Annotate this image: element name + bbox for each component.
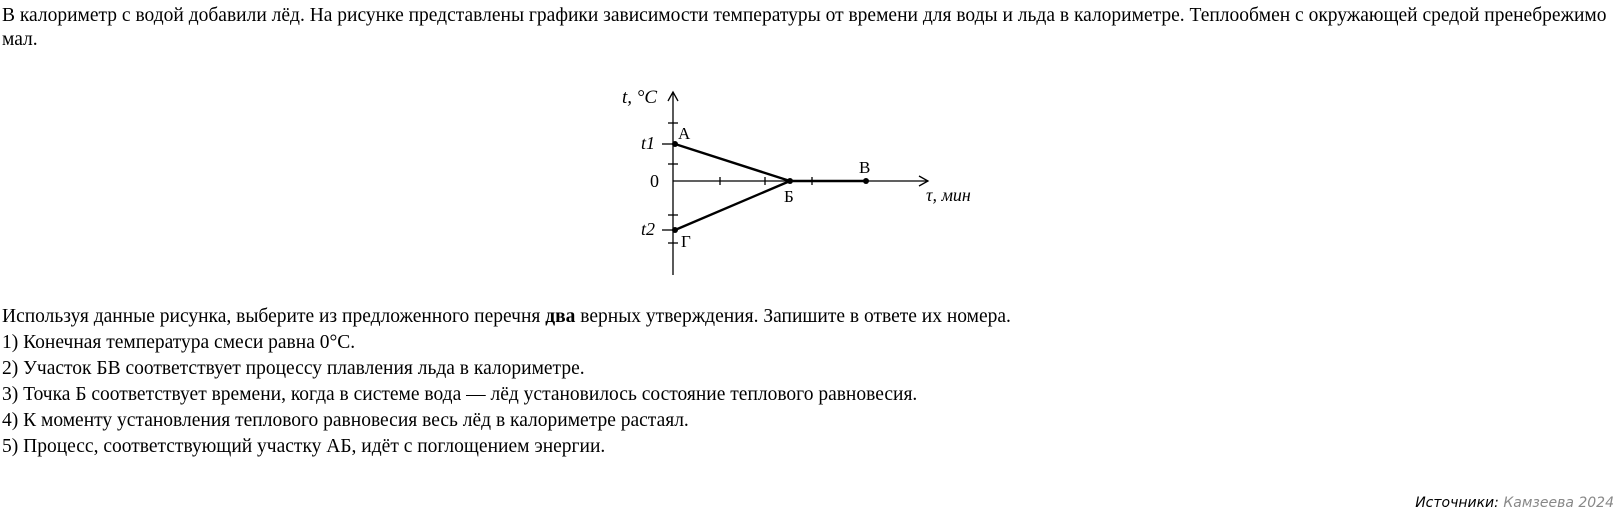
task	[2, 304, 1011, 460]
t1-label: t1	[641, 133, 656, 153]
source-author-link[interactable]: Камзеева 2024	[1503, 495, 1614, 511]
point-B-label: Б	[784, 187, 794, 206]
point-V-label: В	[859, 158, 871, 177]
option-3: 3) Точка Б соответствует времени, когда в системе вода — лёд установилось состояние теплового равновесия.	[2, 384, 918, 405]
temperature-time-graph	[600, 80, 971, 275]
x-axis-label: τ, мин	[926, 185, 971, 205]
problem-intro: В калориметр с водой добавили лёд. На рисунке представлены графики зависимости температуры от времени для воды и льда в калориметре. Теплообмен с окружающей средой пренебрежимо мал.	[2, 5, 1607, 50]
point-G-label: Г	[681, 232, 691, 251]
y-axis-label: t, °C	[622, 87, 658, 108]
task-prompt: Используя данные рисунка, выберите из предложенного перечня два верных утверждения. Запишите в ответе их номера.	[2, 306, 1011, 327]
t2-label: t2	[641, 219, 656, 239]
option-4: 4) К моменту установления теплового равновесия весь лёд в калориметре растаял.	[2, 410, 689, 431]
source: Источники: Камзеева 2024	[1415, 495, 1614, 511]
zero-label: 0	[650, 171, 659, 191]
point-A-label: А	[678, 124, 691, 143]
segment-GB	[675, 181, 790, 230]
option-5: 5) Процесс, соответствующий участку АБ, идёт с поглощением энергии.	[2, 436, 606, 457]
segment-AB	[675, 144, 790, 181]
option-2: 2) Участок БВ соответствует процессу плавления льда в калориметре.	[2, 358, 585, 379]
option-1: 1) Конечная температура смеси равна 0°C.	[2, 332, 356, 353]
